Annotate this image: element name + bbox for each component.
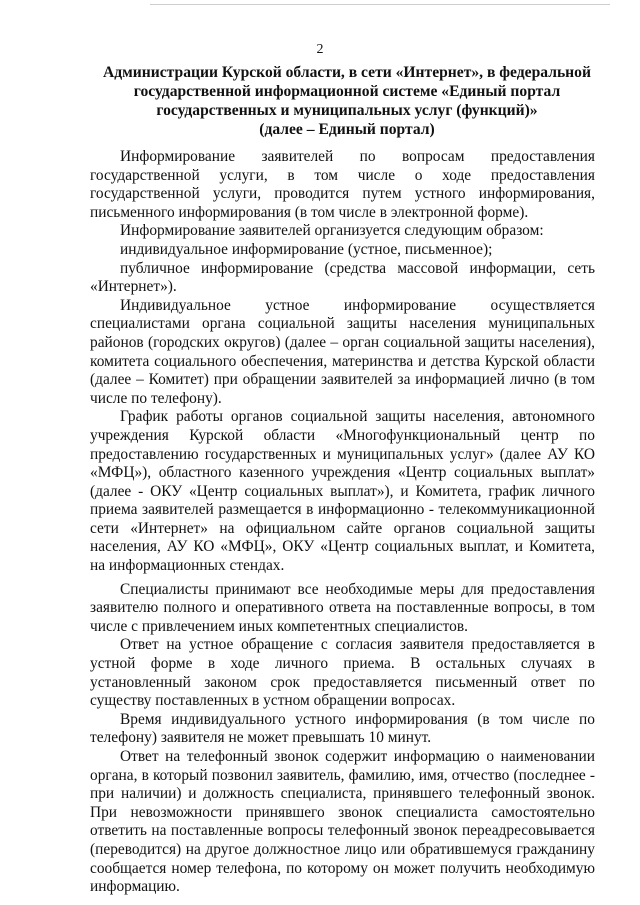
page-number: 2: [316, 42, 324, 57]
heading-line-4: (далее – Единый портал): [259, 121, 435, 138]
paragraph-duration: Время индивидуального устного информирования (в том числе по телефону) заявителя не может превышать 10 минут.: [90, 710, 595, 747]
paragraph-informing: Информирование заявителей по вопросам предоставления государственной услуги, в том числе о ходе предоставления государственной услуги, проводится путем устного информирования, письменного информирования (в том числе в электронной форме).: [90, 148, 595, 221]
paragraph-oral-informing: Индивидуальное устное информирование осуществляется специалистами органа социальной защиты населения муниципальных районов (городских округов) (далее – орган социальной защиты населения), комитета социального обеспечения, материнства и детства Курской области (далее – Комитет) при обращении заявителей за информацией лично (в том числе по телефону).: [90, 296, 595, 407]
paragraph-phone-call: Ответ на телефонный звонок содержит информацию о наименовании органа, в который позвонил заявитель, фамилию, имя, отчество (последнее - при наличии) и должность специалиста, принявшего телефонный звонок. При невозможности принявшего звонок специалиста самостоятельно ответить на поставленные вопросы телефонный звонок переадресовывается (переводится) на другое должностное лицо или обратившемуся гражданину сообщается номер телефона, по которому он может получить необходимую информацию.: [90, 748, 595, 896]
heading-line-1: Администрации Курской области, в сети «Интернет», в федеральной: [103, 64, 591, 81]
paragraph-specialists: Специалисты принимают все необходимые меры для предоставления заявителю полного и оперативного ответа на поставленные вопросы, в том числе с привлечением иных компетентных специалистов.: [90, 580, 595, 635]
scan-edge-line: [150, 4, 610, 5]
paragraph-individual: индивидуальное информирование (устное, письменное);: [120, 240, 493, 258]
heading-line-2: государственной информационной системе «Единый портал: [133, 83, 561, 100]
paragraph-organization: Информирование заявителей организуется следующим образом:: [120, 222, 544, 240]
paragraph-public: публичное информирование (средства массовой информации, сеть «Интернет»).: [90, 259, 595, 296]
heading-line-3: государственных и муниципальных услуг (функций)»: [156, 102, 538, 119]
section-heading: [100, 63, 594, 139]
paragraph-schedule: График работы органов социальной защиты населения, автономного учреждения Курской области «Многофункциональный центр по предоставлению государственных и муниципальных услуг» (далее АУ КО «МФЦ»), областного казенного учреждения «Центр социальных выплат» (далее - ОКУ «Центр социальных выплат»), и Комитета, график личного приема заявителей размещается в информационно - телекоммуникационной сети «Интернет» на официальном сайте органов социальной защиты населения, АУ КО «МФЦ», ОКУ «Центр социальных выплат, и Комитета, на информационных стендах.: [90, 408, 595, 575]
document-body: [90, 148, 595, 897]
paragraph-oral-response: Ответ на устное обращение с согласия заявителя предоставляется в устной форме в ходе личного приема. В остальных случаях в установленный законом срок предоставляется письменный ответ по существу поставленных в устном обращении вопросах.: [90, 636, 595, 710]
